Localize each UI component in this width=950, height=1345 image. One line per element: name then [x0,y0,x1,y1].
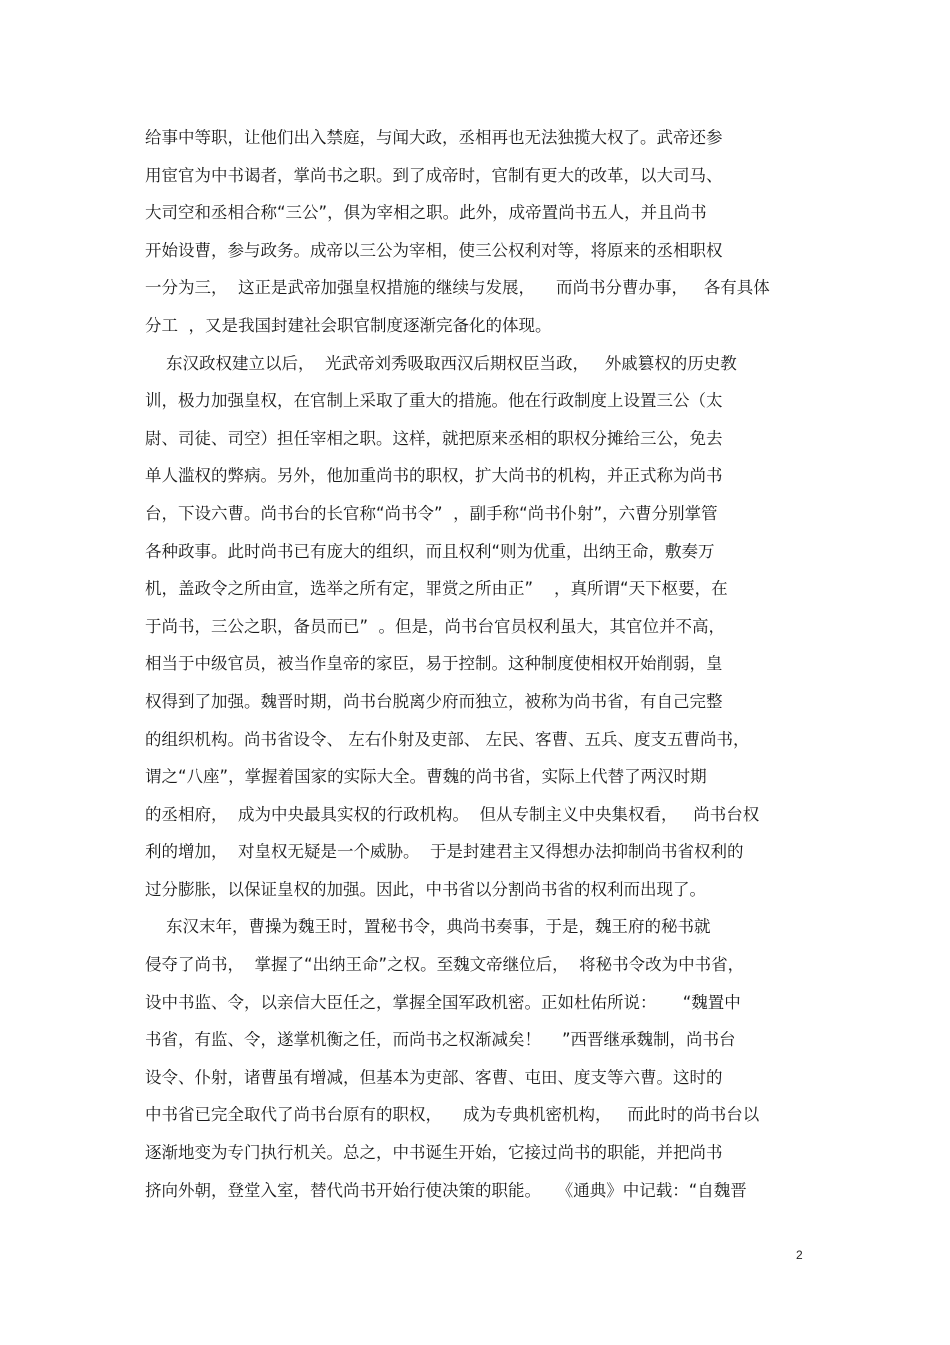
text-line: 东汉政权建立以后， 光武帝刘秀吸取西汉后期权臣当政， 外戚篡权的历史教 [145,353,737,373]
text-line: 东汉末年，曹操为魏王时，置秘书令，典尚书奏事，于是，魏王府的秘书就 [145,917,711,937]
text-line: 台，下设六曹。尚书台的长官称“尚书令” ，副手称“尚书仆射”，六曹分别掌管 [145,503,718,523]
text-line: 各种政事。此时尚书已有庞大的组织，而且权利“则为优重，出纳王命，敷奏万 [145,541,715,561]
text-line: 挤向外朝，登堂入室，替代尚书开始行使决策的职能。 《通典》中记载：“自魏晋 [145,1180,747,1200]
text-line: 谓之“八座”，掌握着国家的实际大全。曹魏的尚书省，实际上代替了两汉时期 [145,767,707,787]
text-line: 的组织机构。尚书省设令、 左右仆射及吏部、 左民、客曹、五兵、度支五曹尚书， [145,729,750,749]
text-line: 开始设曹，参与政务。成帝以三公为宰相，使三公权利对等，将原来的丞相职权 [145,240,723,260]
text-line: 机，盖政令之所由宣，选举之所有定，罪赏之所由正” ，真所谓“天下枢要，在 [145,579,728,599]
text-line: 书省，有监、令，遂掌机衡之任，而尚书之权渐减矣！ ”西晋继承魏制，尚书台 [145,1030,736,1050]
body-text [145,119,807,1209]
text-line: 给事中等职，让他们出入禁庭，与闻大政，丞相再也无法独揽大权了。武帝还参 [145,128,723,147]
text-line: 大司空和丞相合称“三公”，俱为宰相之职。此外，成帝置尚书五人，并且尚书 [145,203,707,223]
text-line: 的丞相府， 成为中央最具实权的行政机构。 但从专制主义中央集权看， 尚书台权 [145,804,760,824]
text-line: 中书省已完全取代了尚书台原有的职权， 成为专典机密机构， 而此时的尚书台以 [145,1105,760,1125]
text-line: 过分膨胀，以保证皇权的加强。因此，中书省以分割尚书省的权利而出现了。 [145,879,706,899]
text-line: 于尚书，三公之职，备员而已” 。但是，尚书台官员权利虽大，其官位并不高， [145,616,726,636]
text-line: 侵夺了尚书， 掌握了“出纳王命”之权。至魏文帝继位后， 将秘书令改为中书省， [145,955,745,975]
text-line: 尉、司徒、司空）担任宰相之职。这样，就把原来丞相的职权分摊给三公，免去 [145,428,723,448]
text-line: 用宦官为中书谒者，掌尚书之职。到了成帝时，官制有更大的改革，以大司马、 [145,165,723,185]
text-line: 单人滥权的弊病。另外，他加重尚书的职权，扩大尚书的机构，并正式称为尚书 [145,466,723,486]
text-line: 相当于中级官员，被当作皇帝的家臣，易于控制。这种制度使相权开始削弱，皇 [145,654,723,674]
text-line: 设令、仆射，诸曹虽有增减，但基本为吏部、客曹、屯田、度支等六曹。这时的 [145,1067,723,1087]
text-line: 分工 ，又是我国封建社会职官制度逐渐完备化的体现。 [145,315,552,335]
text-line: 训，极力加强皇权，在官制上采取了重大的措施。他在行政制度上设置三公（太 [145,391,723,411]
text-line: 利的增加， 对皇权无疑是一个威胁。 于是封建君主又得想办法抑制尚书省权利的 [145,842,744,862]
text-line: 设中书监、令，以亲信大臣任之，掌握全国军政机密。正如杜佑所说： “魏置中 [145,992,741,1012]
text-line: 一分为三， 这正是武帝加强皇权措施的继续与发展， 而尚书分曹办事， 各有具体 [145,278,770,298]
page-number: 2 [796,1248,803,1262]
text-line: 逐渐地变为专门执行机关。总之，中书诞生开始，它接过尚书的职能，并把尚书 [145,1143,723,1163]
text-line: 权得到了加强。魏晋时期，尚书台脱离少府而独立，被称为尚书省，有自己完整 [145,691,723,711]
